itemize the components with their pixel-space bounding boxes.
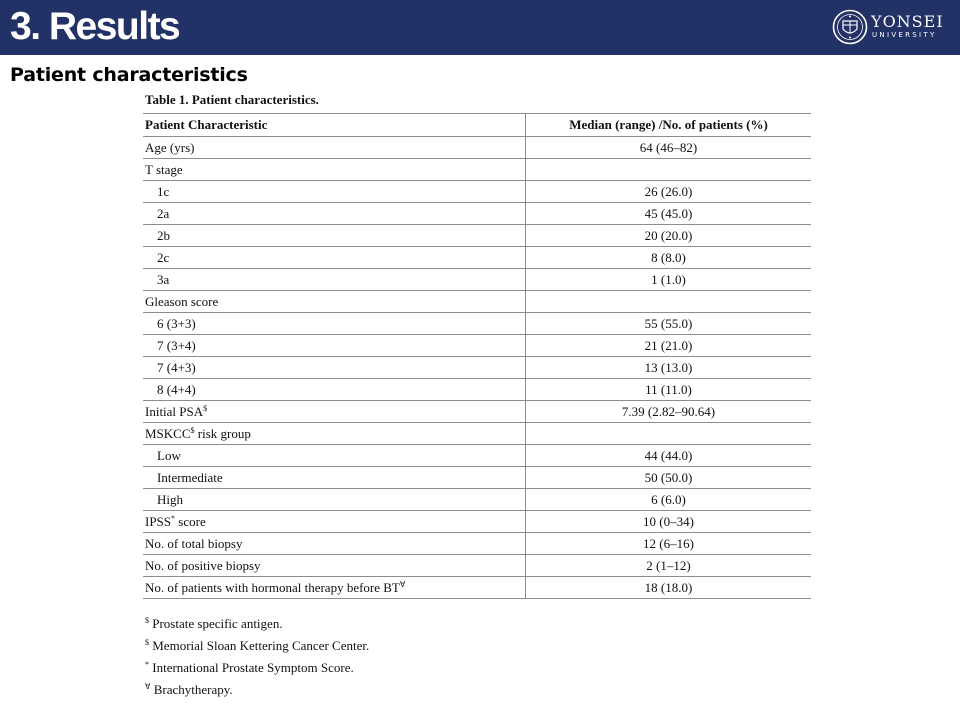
table-row <box>143 269 811 291</box>
characteristic-label: No. of positive biopsy <box>145 557 261 573</box>
characteristic-cell <box>143 247 526 269</box>
table-row <box>143 577 811 599</box>
characteristic-cell <box>143 555 526 577</box>
characteristic-cell <box>143 467 526 489</box>
footnote <box>145 660 369 682</box>
characteristic-label: No. of total biopsy <box>145 535 243 551</box>
table-row <box>143 401 811 423</box>
characteristic-label: 2c <box>157 249 170 265</box>
footnote-mark: $ <box>190 425 195 435</box>
table-row <box>143 423 811 445</box>
value-cell: 50 (50.0) <box>526 467 812 489</box>
characteristic-label: Age (yrs) <box>145 139 195 155</box>
characteristic-cell <box>143 313 526 335</box>
characteristic-label: T stage <box>145 161 183 177</box>
table-row <box>143 511 811 533</box>
footnote-text: Prostate specific antigen. <box>149 616 283 631</box>
university-seal-icon <box>832 9 868 45</box>
table-row <box>143 181 811 203</box>
characteristic-label: No. of patients with hormonal therapy before BT <box>145 579 400 595</box>
characteristic-label: 2b <box>157 227 170 243</box>
characteristic-cell <box>143 137 526 159</box>
table-row <box>143 335 811 357</box>
table-row <box>143 137 811 159</box>
table-row <box>143 313 811 335</box>
column-header: Median (range) /No. of patients (%) <box>526 114 812 137</box>
value-cell: 7.39 (2.82–90.64) <box>526 401 812 423</box>
characteristic-cell <box>143 203 526 225</box>
table-row <box>143 555 811 577</box>
characteristic-cell <box>143 577 526 599</box>
value-cell: 1 (1.0) <box>526 269 812 291</box>
footnote-mark: $ <box>145 616 149 625</box>
footnote-text: Memorial Sloan Kettering Cancer Center. <box>149 638 370 653</box>
table-row <box>143 489 811 511</box>
footnote-mark: $ <box>203 403 208 413</box>
table-row <box>143 533 811 555</box>
slide-title: 3. Results <box>10 5 180 48</box>
characteristic-cell <box>143 489 526 511</box>
characteristic-cell <box>143 511 526 533</box>
characteristic-cell <box>143 357 526 379</box>
value-cell: 21 (21.0) <box>526 335 812 357</box>
column-header: Patient Characteristic <box>143 114 526 137</box>
characteristic-cell <box>143 445 526 467</box>
footnote-text: Brachytherapy. <box>150 682 233 697</box>
footnote <box>145 616 369 638</box>
value-cell: 44 (44.0) <box>526 445 812 467</box>
table-row <box>143 445 811 467</box>
characteristic-cell <box>143 159 526 181</box>
characteristic-label: 3a <box>157 271 170 287</box>
table-row <box>143 203 811 225</box>
value-cell <box>526 423 812 445</box>
characteristic-label: Initial PSA <box>145 403 204 419</box>
characteristic-label: 7 (4+3) <box>157 359 196 375</box>
characteristic-label: MSKCC <box>145 425 191 441</box>
characteristic-label: IPSS <box>145 513 172 529</box>
characteristic-label-suffix: score <box>175 513 206 529</box>
footnote-mark: ∀ <box>145 682 151 691</box>
table-row <box>143 357 811 379</box>
value-cell: 45 (45.0) <box>526 203 812 225</box>
characteristic-label: 7 (3+4) <box>157 337 196 353</box>
table-header-row <box>143 114 811 137</box>
characteristic-cell <box>143 335 526 357</box>
footnotes <box>145 616 369 704</box>
value-cell: 8 (8.0) <box>526 247 812 269</box>
footnote-text: International Prostate Symptom Score. <box>149 660 354 675</box>
characteristic-cell <box>143 291 526 313</box>
table-row <box>143 225 811 247</box>
value-cell: 18 (18.0) <box>526 577 812 599</box>
table-row <box>143 159 811 181</box>
characteristic-label: Low <box>157 447 181 463</box>
value-cell: 2 (1–12) <box>526 555 812 577</box>
value-cell: 11 (11.0) <box>526 379 812 401</box>
table-row <box>143 467 811 489</box>
header-bar <box>0 0 960 55</box>
section-heading: Patient characteristics <box>10 64 248 86</box>
characteristic-label: Gleason score <box>145 293 219 309</box>
characteristic-cell <box>143 401 526 423</box>
footnote-mark: * <box>171 513 176 523</box>
value-cell: 10 (0–34) <box>526 511 812 533</box>
characteristic-label: Intermediate <box>157 469 223 485</box>
value-cell: 20 (20.0) <box>526 225 812 247</box>
characteristic-label-suffix: risk group <box>194 425 251 441</box>
characteristic-label: High <box>157 491 183 507</box>
value-cell: 12 (6–16) <box>526 533 812 555</box>
characteristics-table <box>143 113 811 599</box>
characteristic-cell <box>143 225 526 247</box>
footnote-mark: $ <box>145 638 149 647</box>
value-cell: 55 (55.0) <box>526 313 812 335</box>
characteristic-cell <box>143 533 526 555</box>
characteristic-cell <box>143 423 526 445</box>
characteristic-label: 2a <box>157 205 170 221</box>
logo-name: YONSEI <box>871 12 944 31</box>
value-cell <box>526 159 812 181</box>
value-cell: 64 (46–82) <box>526 137 812 159</box>
characteristic-cell <box>143 269 526 291</box>
characteristic-label: 6 (3+3) <box>157 315 196 331</box>
characteristic-label: 8 (4+4) <box>157 381 196 397</box>
footnote-mark: ∀ <box>399 579 406 589</box>
logo-subtitle: UNIVERSITY <box>872 31 937 39</box>
table-caption: Table 1. Patient characteristics. <box>145 92 319 107</box>
table-row <box>143 247 811 269</box>
value-cell: 26 (26.0) <box>526 181 812 203</box>
value-cell: 6 (6.0) <box>526 489 812 511</box>
table-row <box>143 291 811 313</box>
footnote-mark: * <box>145 660 149 669</box>
characteristic-cell <box>143 181 526 203</box>
footnote <box>145 638 369 660</box>
footnote <box>145 682 369 704</box>
characteristic-label: 1c <box>157 183 170 199</box>
value-cell: 13 (13.0) <box>526 357 812 379</box>
value-cell <box>526 291 812 313</box>
table-row <box>143 379 811 401</box>
characteristic-cell <box>143 379 526 401</box>
yonsei-logo <box>832 9 952 47</box>
